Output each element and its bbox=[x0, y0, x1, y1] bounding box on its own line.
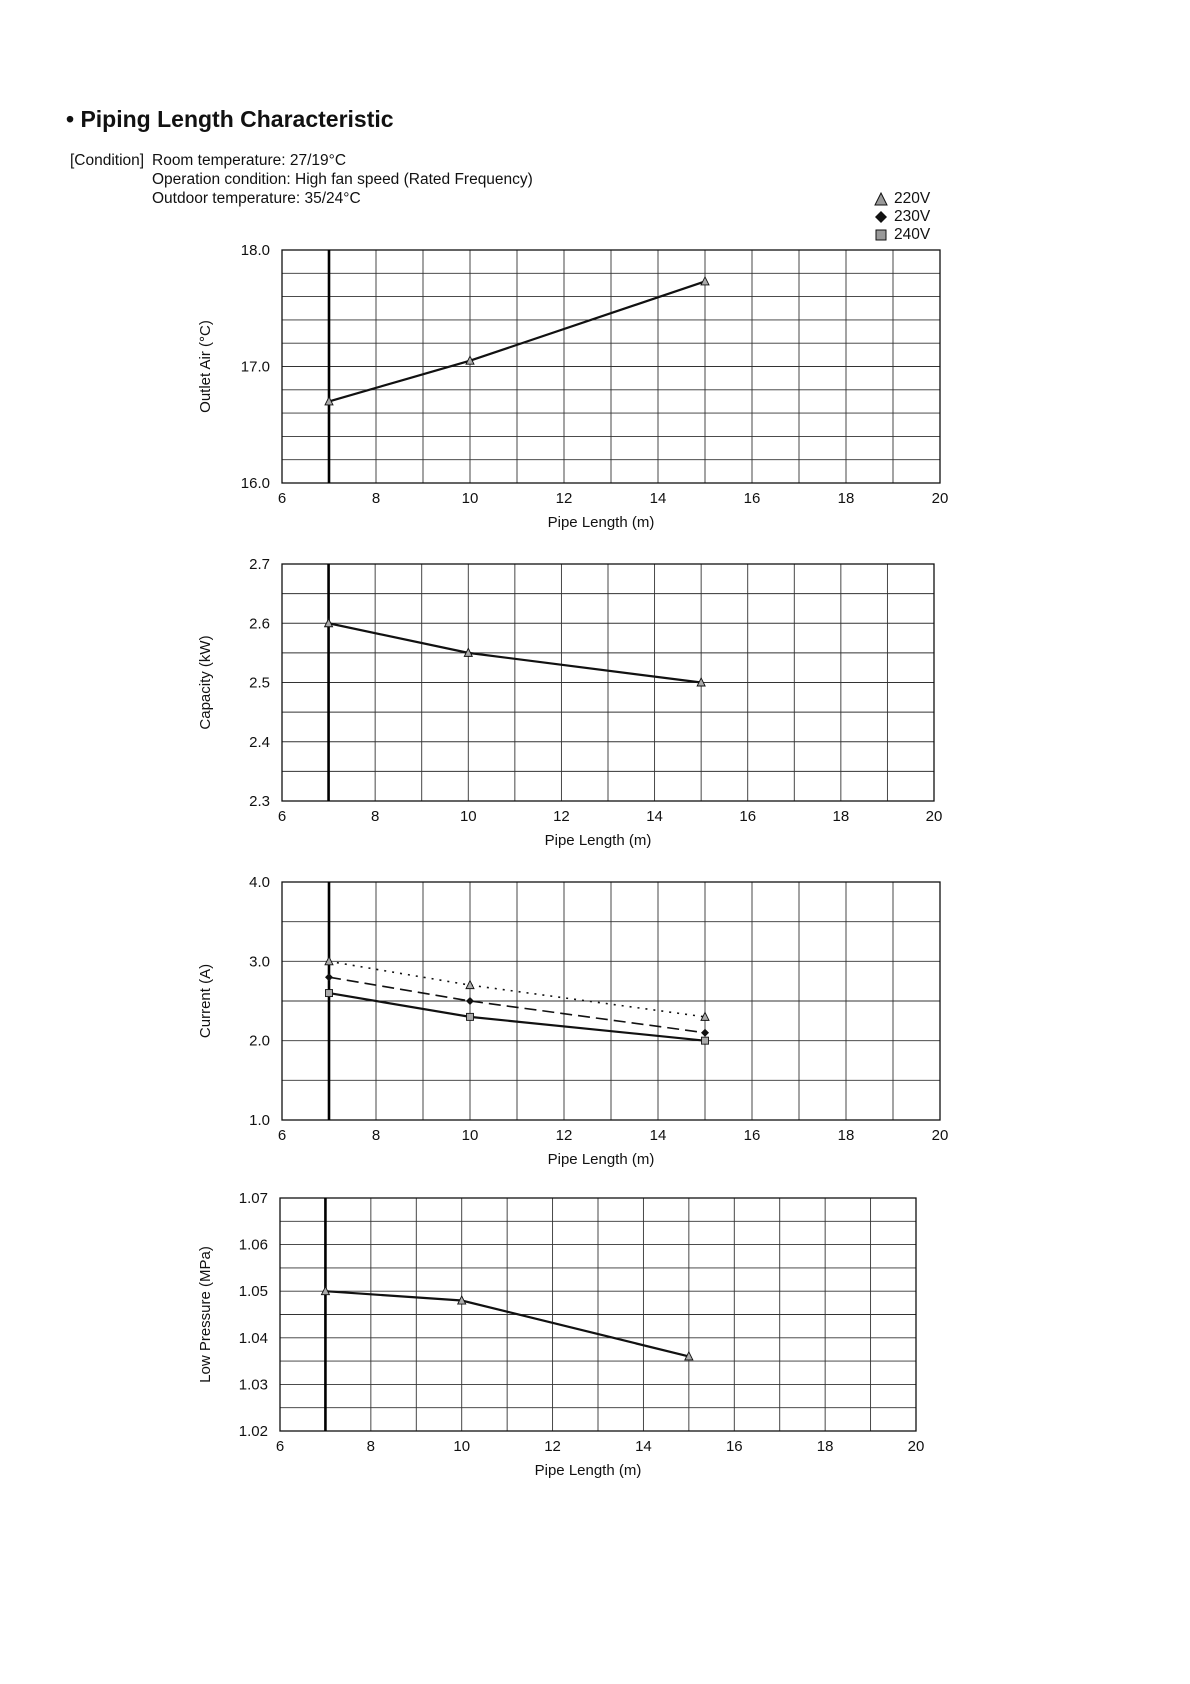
x-tick-label: 14 bbox=[649, 490, 667, 507]
data-point-diamond bbox=[466, 997, 474, 1005]
y-tick-label: 1.02 bbox=[238, 1423, 268, 1440]
data-point-square bbox=[467, 1013, 474, 1020]
condition-operation: Operation condition: High fan speed (Rated Frequency) bbox=[152, 171, 533, 188]
data-point-square bbox=[702, 1037, 709, 1044]
chart-3 bbox=[197, 874, 948, 1168]
x-tick-label: 10 bbox=[461, 1127, 479, 1144]
x-axis-label: Pipe Length (m) bbox=[544, 832, 652, 849]
x-tick-label: 6 bbox=[275, 1438, 285, 1455]
x-tick-label: 12 bbox=[553, 808, 570, 825]
page-title: • Piping Length Characteristic bbox=[66, 106, 394, 132]
y-axis-label: Low Pressure (MPa) bbox=[197, 1246, 214, 1383]
x-tick-label: 10 bbox=[459, 808, 477, 825]
x-tick-label: 16 bbox=[725, 1438, 743, 1455]
x-tick-label: 18 bbox=[832, 808, 850, 825]
data-point-diamond bbox=[325, 973, 333, 981]
y-tick-label: 3.0 bbox=[249, 953, 270, 971]
data-point-square bbox=[326, 990, 333, 997]
x-tick-label: 8 bbox=[371, 490, 381, 507]
x-tick-label: 20 bbox=[931, 490, 949, 507]
y-tick-label: 1.07 bbox=[238, 1190, 268, 1207]
x-tick-label: 18 bbox=[837, 1127, 855, 1144]
x-tick-label: 20 bbox=[931, 1127, 949, 1144]
x-axis-label: Pipe Length (m) bbox=[547, 1151, 655, 1168]
y-tick-label: 2.4 bbox=[249, 733, 270, 751]
y-tick-label: 2.5 bbox=[249, 674, 270, 692]
x-tick-label: 6 bbox=[277, 490, 287, 507]
x-tick-label: 12 bbox=[544, 1438, 561, 1455]
legend-label: 220V bbox=[894, 190, 931, 207]
x-tick-label: 12 bbox=[555, 490, 573, 507]
x-tick-label: 8 bbox=[366, 1438, 376, 1455]
y-tick-label: 2.0 bbox=[249, 1032, 270, 1050]
data-point-triangle bbox=[325, 957, 333, 965]
x-tick-label: 20 bbox=[925, 808, 943, 825]
data-point-triangle bbox=[466, 981, 474, 989]
y-tick-label: 16.0 bbox=[240, 475, 270, 492]
condition-room-temperature: Room temperature: 27/19°C bbox=[152, 152, 347, 169]
x-tick-label: 14 bbox=[649, 1127, 667, 1144]
condition-prefix: [Condition] bbox=[70, 152, 145, 169]
x-tick-label: 8 bbox=[371, 1127, 381, 1144]
x-tick-label: 14 bbox=[646, 808, 663, 825]
data-point-diamond bbox=[701, 1029, 709, 1037]
x-tick-label: 16 bbox=[743, 1127, 761, 1144]
condition-outdoor-temperature: Outdoor temperature: 35/24°C bbox=[152, 190, 361, 207]
y-tick-label: 2.6 bbox=[249, 615, 270, 633]
x-tick-label: 12 bbox=[555, 1127, 573, 1144]
chart-1 bbox=[197, 242, 948, 531]
y-tick-label: 18.0 bbox=[240, 242, 270, 259]
y-tick-label: 1.05 bbox=[238, 1283, 268, 1301]
y-tick-label: 4.0 bbox=[249, 874, 270, 891]
y-tick-label: 1.0 bbox=[249, 1112, 270, 1129]
chart-4 bbox=[197, 1190, 924, 1479]
legend-label: 230V bbox=[894, 208, 931, 225]
x-tick-label: 14 bbox=[635, 1438, 652, 1455]
x-axis-label: Pipe Length (m) bbox=[547, 514, 655, 531]
x-tick-label: 8 bbox=[370, 808, 380, 825]
x-tick-label: 10 bbox=[453, 1438, 471, 1455]
x-tick-label: 20 bbox=[907, 1438, 925, 1455]
y-tick-label: 1.04 bbox=[238, 1329, 268, 1347]
x-tick-label: 6 bbox=[277, 808, 287, 825]
x-tick-label: 6 bbox=[277, 1127, 287, 1144]
legend-label: 240V bbox=[894, 226, 931, 243]
y-tick-label: 2.3 bbox=[249, 793, 270, 810]
x-tick-label: 16 bbox=[739, 808, 757, 825]
x-axis-label: Pipe Length (m) bbox=[534, 1462, 642, 1479]
x-tick-label: 16 bbox=[743, 490, 761, 507]
y-tick-label: 1.06 bbox=[238, 1236, 268, 1254]
y-tick-label: 1.03 bbox=[238, 1376, 268, 1394]
x-tick-label: 10 bbox=[461, 490, 479, 507]
y-tick-label: 2.7 bbox=[249, 556, 270, 573]
x-tick-label: 18 bbox=[837, 490, 855, 507]
data-point-triangle bbox=[701, 277, 709, 285]
y-axis-label: Capacity (kW) bbox=[197, 635, 214, 730]
y-tick-label: 17.0 bbox=[240, 358, 270, 376]
y-axis-label: Current (A) bbox=[197, 963, 214, 1039]
chart-2 bbox=[197, 556, 942, 849]
x-tick-label: 18 bbox=[816, 1438, 834, 1455]
y-axis-label: Outlet Air (°C) bbox=[197, 320, 214, 413]
